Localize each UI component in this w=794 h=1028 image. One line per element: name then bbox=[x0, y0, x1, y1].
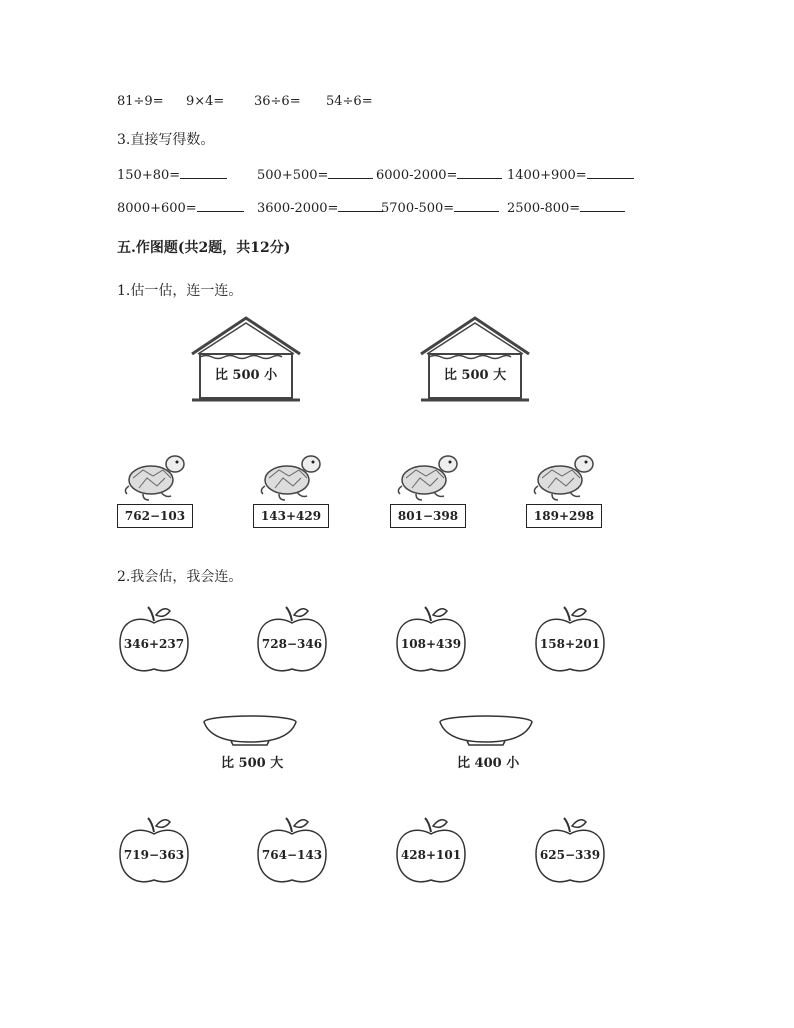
house-label: 比 500 大 bbox=[443, 368, 507, 383]
plate-label: 比 400 小 bbox=[457, 756, 520, 771]
direct-item-5 bbox=[117, 198, 244, 217]
answer-blank[interactable] bbox=[580, 198, 625, 212]
plate-icon bbox=[437, 714, 535, 746]
turtle-card-1[interactable] bbox=[117, 452, 195, 532]
expr: 6000-2000= bbox=[376, 168, 458, 183]
direct-item-1 bbox=[117, 165, 227, 184]
expr: 500+500= bbox=[257, 168, 329, 183]
direct-item-4 bbox=[507, 165, 634, 184]
apple-top-2[interactable] bbox=[256, 603, 330, 677]
turtle-icon bbox=[253, 452, 331, 504]
house-bigger-500[interactable] bbox=[419, 316, 531, 404]
apple-top-3[interactable] bbox=[395, 603, 469, 677]
division-expr-3: 36÷6= bbox=[254, 94, 301, 109]
expr: 1400+900= bbox=[507, 168, 587, 183]
apple-label: 428+101 bbox=[400, 848, 462, 862]
turtle-icon bbox=[117, 452, 195, 504]
direct-item-7 bbox=[381, 198, 499, 217]
house-icon bbox=[419, 316, 531, 404]
expr: 3600-2000= bbox=[257, 201, 339, 216]
apple-bottom-4[interactable] bbox=[534, 814, 608, 888]
apple-top-4[interactable] bbox=[534, 603, 608, 677]
direct-item-6 bbox=[257, 198, 383, 217]
apple-label: 108+439 bbox=[400, 637, 462, 651]
direct-item-2 bbox=[257, 165, 373, 184]
answer-blank[interactable] bbox=[180, 165, 227, 179]
plate-icon bbox=[201, 714, 299, 746]
answer-blank[interactable] bbox=[338, 198, 383, 212]
q1-title: 1.估一估，连一连。 bbox=[117, 283, 243, 299]
house-label: 比 500 小 bbox=[214, 368, 278, 383]
apple-bottom-3[interactable] bbox=[395, 814, 469, 888]
expression-box: 143+429 bbox=[253, 504, 329, 528]
section3-title: 3.直接写得数。 bbox=[117, 132, 215, 148]
section5-title: 五.作图题(共2题，共12分) bbox=[117, 240, 291, 256]
answer-blank[interactable] bbox=[457, 165, 502, 179]
turtle-card-3[interactable] bbox=[390, 452, 468, 532]
house-smaller-500[interactable] bbox=[190, 316, 302, 404]
expr: 2500-800= bbox=[507, 201, 581, 216]
apple-label: 346+237 bbox=[123, 637, 185, 651]
plate-bigger-500[interactable] bbox=[201, 714, 299, 746]
apple-bottom-1[interactable] bbox=[118, 814, 192, 888]
q2-title: 2.我会估，我会连。 bbox=[117, 569, 243, 585]
plate-smaller-400[interactable] bbox=[437, 714, 535, 746]
apple-label: 764−143 bbox=[261, 848, 323, 862]
answer-blank[interactable] bbox=[197, 198, 244, 212]
apple-label: 719−363 bbox=[123, 848, 185, 862]
apple-top-1[interactable] bbox=[118, 603, 192, 677]
direct-item-3 bbox=[376, 165, 502, 184]
house-icon bbox=[190, 316, 302, 404]
turtle-card-4[interactable] bbox=[526, 452, 604, 532]
answer-blank[interactable] bbox=[454, 198, 499, 212]
direct-item-8 bbox=[507, 198, 625, 217]
division-expr-2: 9×4= bbox=[186, 94, 225, 109]
apple-label: 158+201 bbox=[539, 637, 601, 651]
division-expr-4: 54÷6= bbox=[326, 94, 373, 109]
apple-bottom-2[interactable] bbox=[256, 814, 330, 888]
turtle-icon bbox=[526, 452, 604, 504]
apple-label: 625−339 bbox=[539, 848, 601, 862]
expr: 8000+600= bbox=[117, 201, 197, 216]
expr: 5700-500= bbox=[381, 201, 455, 216]
expr: 150+80= bbox=[117, 168, 181, 183]
expression-box: 189+298 bbox=[526, 504, 602, 528]
turtle-icon bbox=[390, 452, 468, 504]
turtle-card-2[interactable] bbox=[253, 452, 331, 532]
apple-label: 728−346 bbox=[261, 637, 323, 651]
answer-blank[interactable] bbox=[328, 165, 373, 179]
plate-label: 比 500 大 bbox=[221, 756, 284, 771]
answer-blank[interactable] bbox=[587, 165, 634, 179]
expression-box: 801−398 bbox=[390, 504, 466, 528]
division-expr-1: 81÷9= bbox=[117, 94, 164, 109]
expression-box: 762−103 bbox=[117, 504, 193, 528]
